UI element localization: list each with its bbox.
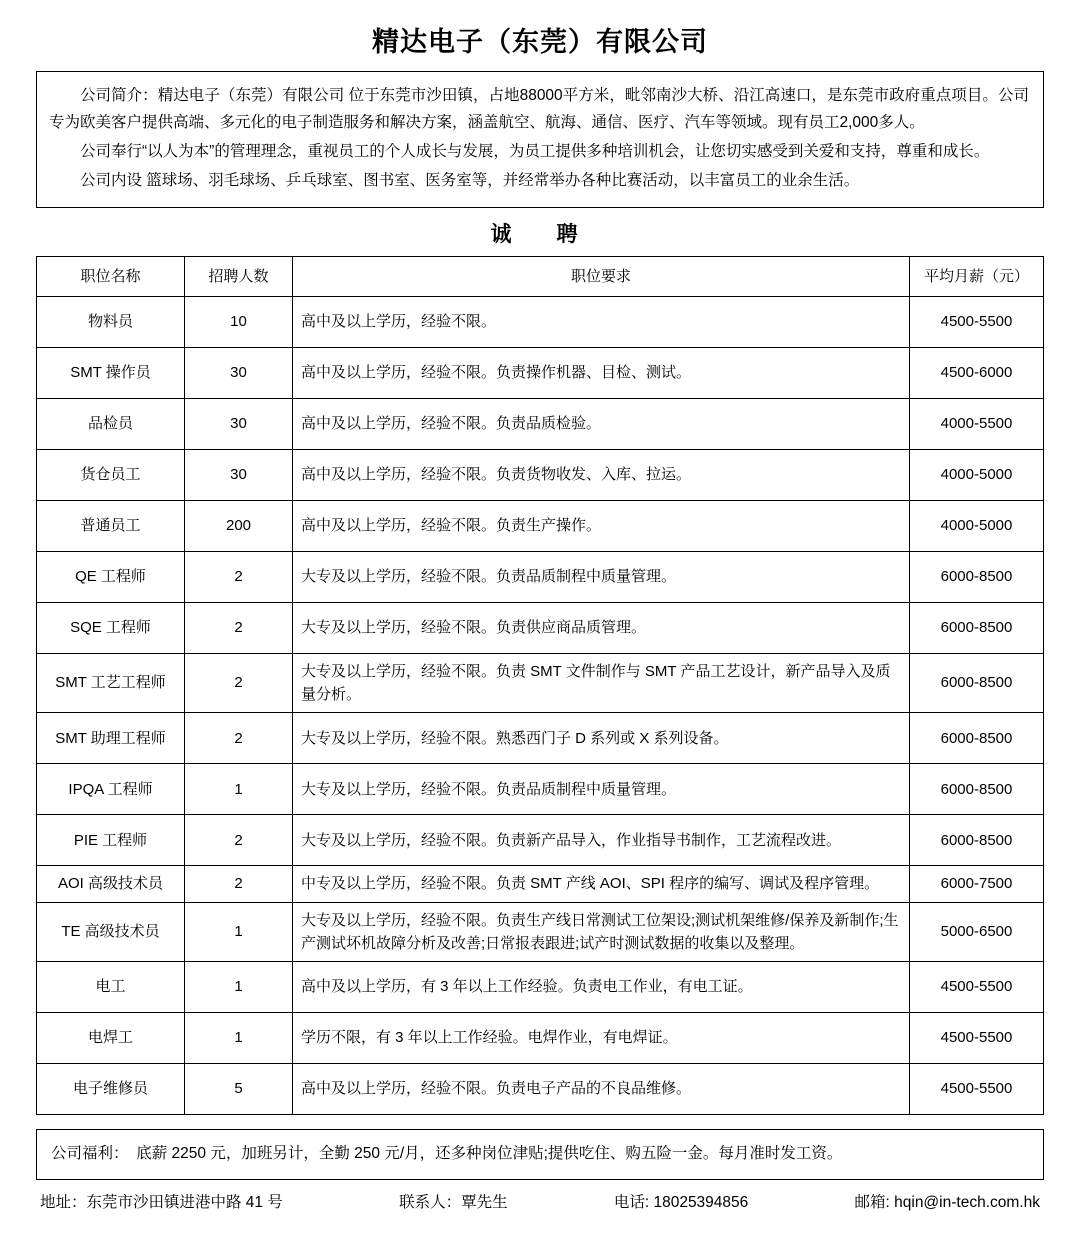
job-title: 物料员 (37, 296, 185, 347)
job-headcount: 2 (185, 713, 293, 764)
job-headcount: 2 (185, 653, 293, 713)
job-headcount: 1 (185, 1013, 293, 1064)
column-header-salary: 平均月薪（元） (910, 256, 1044, 296)
job-requirements: 大专及以上学历，经验不限。负责新产品导入，作业指导书制作，工艺流程改进。 (293, 815, 910, 866)
table-header-row (37, 256, 1044, 296)
job-requirements: 大专及以上学历，经验不限。负责 SMT 文件制作与 SMT 产品工艺设计，新产品导入及质量分析。 (293, 653, 910, 713)
job-requirements: 大专及以上学历，经验不限。负责供应商品质管理。 (293, 602, 910, 653)
job-headcount: 1 (185, 902, 293, 962)
job-requirements: 高中及以上学历，经验不限。负责货物收发、入库、拉运。 (293, 449, 910, 500)
job-requirements: 学历不限，有 3 年以上工作经验。电焊作业，有电焊证。 (293, 1013, 910, 1064)
page-title: 精达电子（东莞）有限公司 (372, 27, 708, 57)
job-requirements: 中专及以上学历，经验不限。负责 SMT 产线 AOI、SPI 程序的编写、调试及程序管理。 (293, 866, 910, 902)
job-requirements: 大专及以上学历，经验不限。熟悉西门子 D 系列或 X 系列设备。 (293, 713, 910, 764)
job-salary: 4000-5000 (910, 449, 1044, 500)
job-requirements: 高中及以上学历，经验不限。负责电子产品的不良品维修。 (293, 1064, 910, 1115)
footer-contact-person: 联系人：覃先生 (399, 1193, 508, 1211)
job-salary: 6000-8500 (910, 653, 1044, 713)
job-salary: 6000-8500 (910, 602, 1044, 653)
job-title: AOI 高级技术员 (37, 866, 185, 902)
job-salary: 4500-5500 (910, 1064, 1044, 1115)
job-salary: 6000-8500 (910, 713, 1044, 764)
job-headcount: 30 (185, 398, 293, 449)
company-introduction (36, 71, 1044, 208)
table-row (37, 764, 1044, 815)
footer-phone: 电话: 18025394856 (613, 1193, 749, 1211)
job-headcount: 5 (185, 1064, 293, 1115)
table-row (37, 962, 1044, 1013)
job-requirements: 高中及以上学历，经验不限。负责品质检验。 (293, 398, 910, 449)
contact-footer (36, 1180, 1044, 1212)
job-salary: 4500-5500 (910, 296, 1044, 347)
job-requirements: 高中及以上学历，有 3 年以上工作经验。负责电工作业，有电工证。 (293, 962, 910, 1013)
job-title: SMT 助理工程师 (37, 713, 185, 764)
job-requirements: 大专及以上学历，经验不限。负责生产线日常测试工位架设;测试机架维修/保养及新制作;生产测试坏机故障分析及改善;日常报表跟进;试产时测试数据的收集以及整理。 (293, 902, 910, 962)
job-salary: 4000-5500 (910, 398, 1044, 449)
table-row (37, 653, 1044, 713)
job-title: SMT 操作员 (37, 347, 185, 398)
job-salary: 4500-6000 (910, 347, 1044, 398)
benefits-box: 公司福利： 底薪 2250 元，加班另计，全勤 250 元/月，还多种岗位津贴;提供吃住、购五险一金。每月准时发工资。 (36, 1129, 1044, 1180)
footer-address: 地址：东莞市沙田镇进港中路 41 号 (40, 1193, 283, 1211)
job-headcount: 2 (185, 602, 293, 653)
job-title: 电工 (37, 962, 185, 1013)
job-headcount: 1 (185, 962, 293, 1013)
job-headcount: 30 (185, 449, 293, 500)
section-title-recruitment: 诚 聘 (490, 221, 590, 246)
table-row (37, 1064, 1044, 1115)
job-headcount: 2 (185, 866, 293, 902)
job-title: IPQA 工程师 (37, 764, 185, 815)
table-row (37, 602, 1044, 653)
job-salary: 4500-5500 (910, 962, 1044, 1013)
job-title: 电焊工 (37, 1013, 185, 1064)
job-requirements: 高中及以上学历，经验不限。 (293, 296, 910, 347)
table-row (37, 500, 1044, 551)
table-row (37, 551, 1044, 602)
job-title: 货仓员工 (37, 449, 185, 500)
table-row (37, 815, 1044, 866)
job-title: QE 工程师 (37, 551, 185, 602)
footer-email: 邮箱: hqin@in-tech.com.hk (854, 1193, 1040, 1211)
job-salary: 5000-6500 (910, 902, 1044, 962)
intro-paragraph: 公司简介：精达电子（东莞）有限公司 位于东莞市沙田镇，占地88000平方米，毗邻南沙大桥、沿江高速口，是东莞市政府重点项目。公司专为欧美客户提供高端、多元化的电子制造服务和解决方案，涵盖航空、航海、通信、医疗、汽车等领域。现有员工2,000多人。 (49, 87, 1029, 132)
job-listing-table (36, 256, 1044, 1116)
job-salary: 4500-5500 (910, 1013, 1044, 1064)
job-requirements: 高中及以上学历，经验不限。负责操作机器、目检、测试。 (293, 347, 910, 398)
table-row (37, 398, 1044, 449)
table-row (37, 347, 1044, 398)
column-header-position: 职位名称 (37, 256, 185, 296)
job-salary: 6000-8500 (910, 764, 1044, 815)
job-requirements: 大专及以上学历，经验不限。负责品质制程中质量管理。 (293, 551, 910, 602)
job-title: 普通员工 (37, 500, 185, 551)
job-requirements: 大专及以上学历，经验不限。负责品质制程中质量管理。 (293, 764, 910, 815)
job-headcount: 200 (185, 500, 293, 551)
job-headcount: 1 (185, 764, 293, 815)
job-headcount: 2 (185, 815, 293, 866)
job-requirements: 高中及以上学历，经验不限。负责生产操作。 (293, 500, 910, 551)
table-row (37, 449, 1044, 500)
job-salary: 6000-8500 (910, 551, 1044, 602)
job-title: 电子维修员 (37, 1064, 185, 1115)
column-header-requirements: 职位要求 (293, 256, 910, 296)
job-title: SMT 工艺工程师 (37, 653, 185, 713)
job-headcount: 10 (185, 296, 293, 347)
job-title: TE 高级技术员 (37, 902, 185, 962)
table-row (37, 296, 1044, 347)
job-salary: 6000-8500 (910, 815, 1044, 866)
table-row (37, 866, 1044, 902)
intro-paragraph: 公司内设 篮球场、羽毛球场、乒乓球室、图书室、医务室等，并经常举办各种比赛活动，以丰富员工的业余生活。 (80, 172, 860, 190)
job-title: SQE 工程师 (37, 602, 185, 653)
job-title: PIE 工程师 (37, 815, 185, 866)
job-headcount: 2 (185, 551, 293, 602)
table-row (37, 902, 1044, 962)
column-header-headcount: 招聘人数 (185, 256, 293, 296)
job-salary: 4000-5000 (910, 500, 1044, 551)
job-headcount: 30 (185, 347, 293, 398)
intro-paragraph: 公司奉行“以人为本”的管理理念，重视员工的个人成长与发展，为员工提供多种培训机会，让您切实感受到关爱和支持，尊重和成长。 (80, 143, 990, 161)
job-salary: 6000-7500 (910, 866, 1044, 902)
job-title: 品检员 (37, 398, 185, 449)
table-row (37, 713, 1044, 764)
table-row (37, 1013, 1044, 1064)
